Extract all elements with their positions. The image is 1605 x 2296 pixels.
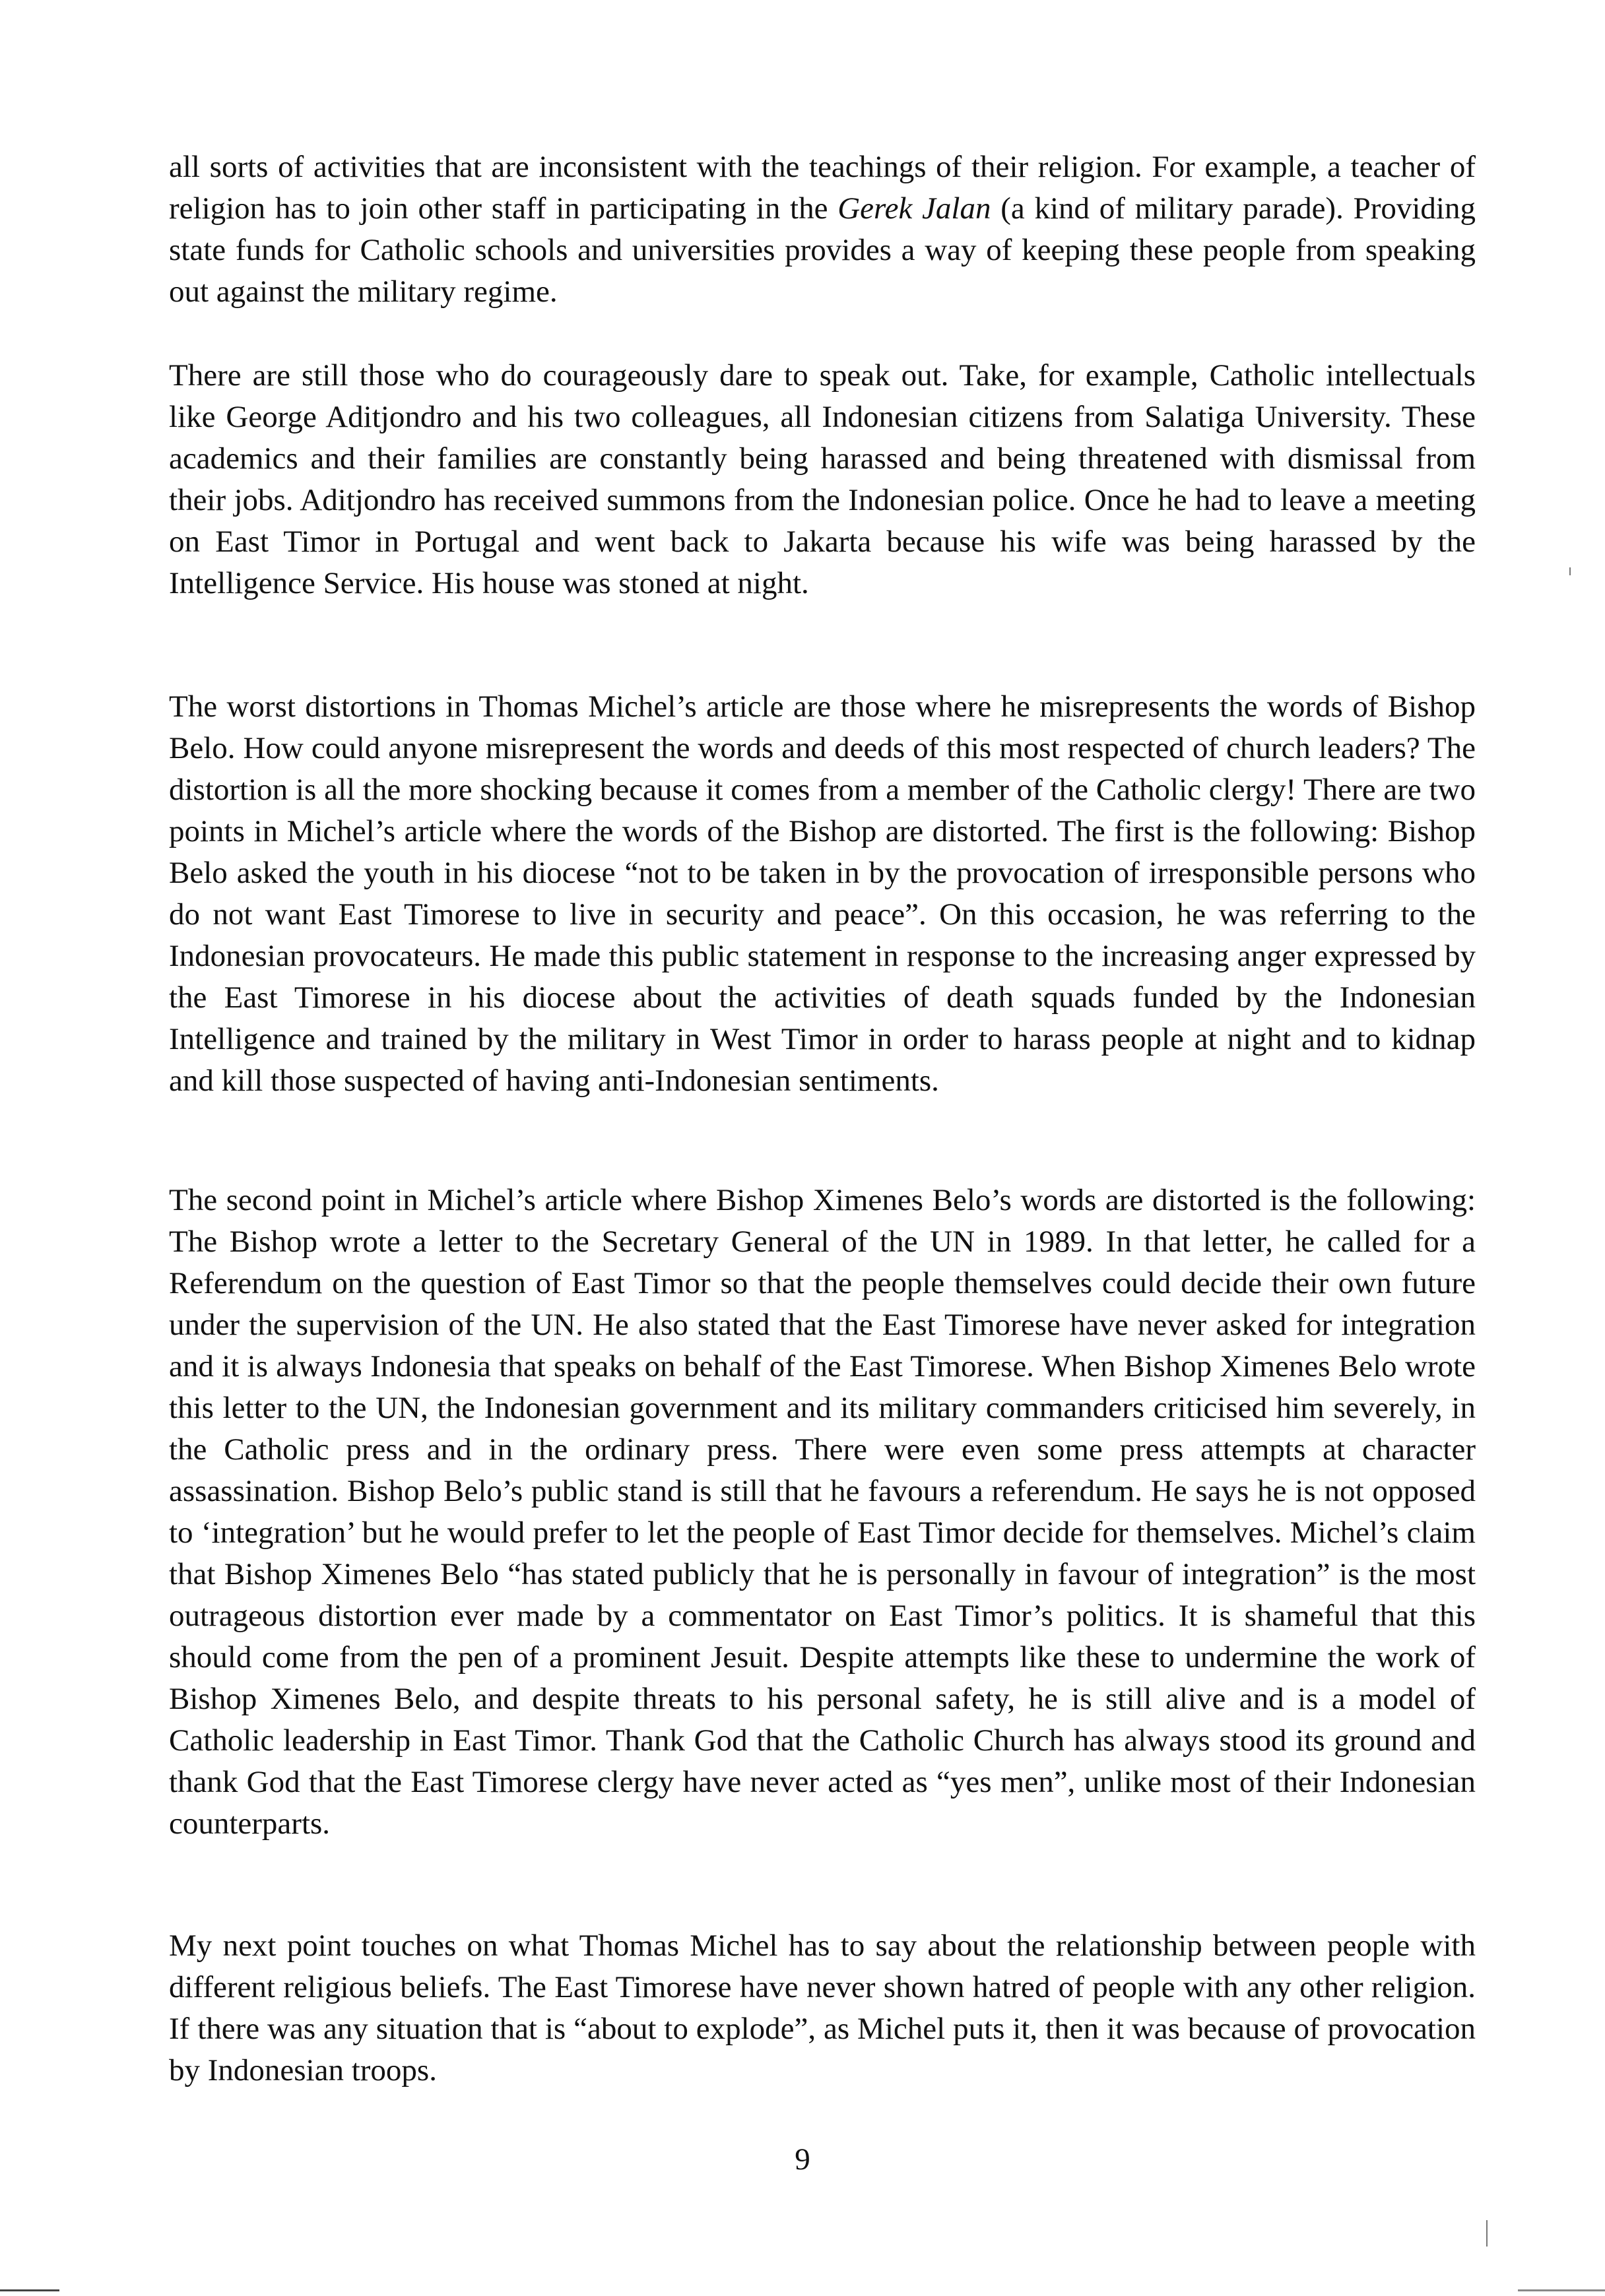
paragraph-3: The worst distortions in Thomas Michel’s article are those where he misrepresents the words of Bishop Belo. How could anyone misrepresent the words and deeds of this most respected of church leaders? The distortion is all the more shocking because it comes from a member of the Catholic clergy! There are two points in Michel’s article where the words of the Bishop are distorted. The first is the following: Bishop Belo asked the youth in his diocese “not to be taken in by the provocation of irresponsible persons who do not want East Timorese to live in security and peace”. On this occasion, he was referring to the Indonesian provocateurs. He made this public statement in response to the increasing anger expressed by the East Timorese in his diocese about the activities of death squads funded by the Indonesian Intelligence and trained by the military in West Timor in order to harass people at night and to kidnap and kill those suspected of having anti-Indonesian sentiments.	[169, 689, 1476, 1098]
scan-speck	[1486, 2220, 1488, 2247]
paragraph-2: There are still those who do courageously dare to speak out. Take, for example, Catholic intellectuals like George Aditjondro and his two colleagues, all Indonesian citizens from Salatiga University. These academics and their families are constantly being harassed and being threatened with dismissal from their jobs. Aditjondro has received summons from the Indonesian police. Once he had to leave a meeting on East Timor in Portugal and went back to Jakarta because his wife was being harassed by the Intelligence Service. His house was stoned at night.	[169, 358, 1476, 600]
paragraph-1-text-start: all sorts of activities that are inconsistent with the teachings of their religion. For example, a teacher of religion has to join other staff in participating in the	[169, 150, 1476, 226]
paragraph-4: The second point in Michel’s article where Bishop Ximenes Belo’s words are distorted is the following: The Bishop wrote a letter to the Secretary General of the UN in 1989. In that letter, he called for a Referendum on the question of East Timor so that the people themselves could decide their own future under the supervision of the UN. He also stated that the East Timorese have never asked for integration and it is always Indonesia that speaks on behalf of the East Timorese. When Bishop Ximenes Belo wrote this letter to the UN, the Indonesian government and its military commanders criticised him severely, in the Catholic press and in the ordinary press. There were even some press attempts at character assassination. Bishop Belo’s public stand is still that he favours a referendum. He says he is not opposed to ‘integration’ but he would prefer to let the people of East Timor decide for themselves. Michel’s claim that Bishop Ximenes Belo “has stated publicly that he is personally in favour of integration” is the most outrageous distortion ever made by a commentator on East Timor’s politics. It is shameful that this should come from the pen of a prominent Jesuit. Despite attempts like these to undermine the work of Bishop Ximenes Belo, and despite threats to his personal safety, he is still alive and is a model of Catholic leadership in East Timor. Thank God that the Catholic Church has always stood its ground and thank God that the East Timorese clergy have never acted as “yes men”, unlike most of their Indonesian counterparts.	[169, 1183, 1476, 1841]
paragraph-1-text-end: (a kind of military parade). Providing state funds for Catholic schools and universities provides a way of keeping these people from speaking out against the military regime.	[169, 191, 1476, 309]
scan-edge-line	[0, 2289, 1605, 2291]
paragraph-5: My next point touches on what Thomas Michel has to say about the relationship between people with different religious beliefs. The East Timorese have never shown hatred of people with any other religion. If there was any situation that is “about to explode”, as Michel puts it, then it was because of provocation by Indonesian troops.	[169, 1929, 1476, 2088]
paragraph-1	[169, 146, 1476, 313]
page-number: 9	[795, 2142, 810, 2177]
paragraph-1-italic-term: Gerek Jalan	[837, 191, 991, 226]
scan-speck	[1569, 567, 1571, 575]
